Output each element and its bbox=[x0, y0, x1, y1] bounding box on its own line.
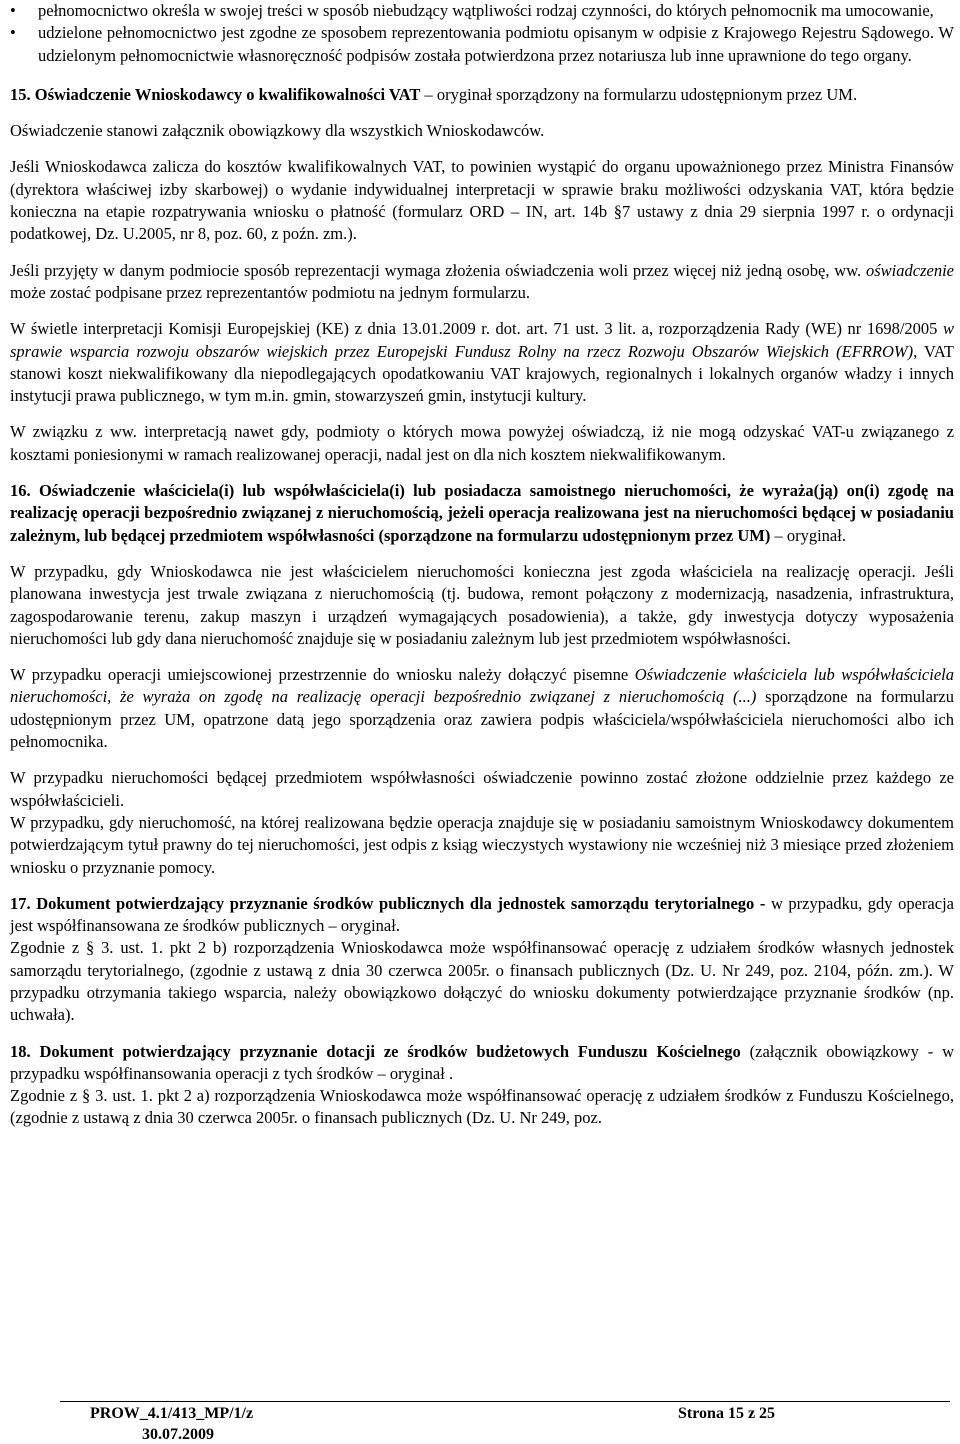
italic-run: w sprawie wsparcia rozwoju obszarów wiejskich przez Europejski Fundusz Rolny na rzecz Rozwoju Obszarów Wiejskich (EFRROW) bbox=[10, 319, 954, 361]
paragraph: Zgodnie z § 3. ust. 1. pkt 2 a) rozporządzenia Wnioskodawca może współfinansować operację z udziałem środków z Funduszu Kościelnego, (zgodnie z ustawą z dnia 30 czerwca 2005r. o finansach publicznych (Dz. U. Nr 249, poz. bbox=[10, 1086, 954, 1128]
section-title: 16. Oświadczenie właściciela(i) lub współwłaściciela(i) lub posiadacza samoistnego nieruchomości, że wyraża(ją) on(i) zgodę na realizację operacji bezpośrednio związanej z nieruchomością, jeżeli operacja realizowana jest na nieruchomości będącej w posiadaniu zależnym, lub będącej przedmiotem współwłasności (sporządzone na formularzu udostępnionym przez UM) bbox=[10, 481, 954, 545]
text-run: , VAT stanowi koszt niekwalifikowany dla niepodlegających opodatkowaniu VAT krajowych, regionalnych i lokalnych organów władzy i innych instytucji prawa publicznego, w tym m.in. gmin, stowarzyszeń gmin, instytucji kultury. bbox=[10, 341, 954, 406]
paragraph: W związku z ww. interpretacją nawet gdy, podmioty o których mowa powyżej oświadczą, iż nie mogą odzyskać VAT-u związanego z kosztami poniesionymi w ramach realizowanej operacji, nadal jest on dla nich kosztem niekwalifikowanym. bbox=[10, 422, 954, 464]
section-title: 17. Dokument potwierdzający przyznanie środków publicznych dla jednostek samorządu terytorialnego - bbox=[10, 893, 766, 913]
footer-divider bbox=[60, 1401, 950, 1402]
footer-date: 30.07.2009 bbox=[142, 1426, 214, 1443]
section-title-rest: w przypadku, gdy operacja jest współfinansowana ze środków publicznych – oryginał. bbox=[10, 893, 954, 936]
paragraph: W przypadku, gdy nieruchomość, na której realizowana będzie operacja znajduje się w posiadaniu samoistnym Wnioskodawcy dokumentem potwierdzającym tytuł prawny do tej nieruchomości, jest odpis z ksiąg wieczystych wystawiony nie wcześniej niż 3 miesiące przed złożeniem wniosku o przyznanie pomocy. bbox=[10, 812, 954, 877]
section-16 bbox=[10, 480, 954, 879]
paragraph: Jeśli Wnioskodawca zalicza do kosztów kwalifikowalnych VAT, to powinien wystąpić do organu upoważnionego przez Ministra Finansów (dyrektora właściwej izby skarbowej) o wydanie indywidualnej interpretacji w sprawie braku możliwości odzyskania VAT, która będzie konieczna na etapie rozpatrywania wniosku o płatność (formularz ORD – IN, art. 14b §7 ustawy z dnia 29 sierpnia 1997 r. o ordynacji podatkowej, Dz. U.2005, nr 8, poz. 60, z poźn. zm.). bbox=[10, 157, 954, 244]
italic-run: Oświadczenie właściciela lub współwłaściciela nieruchomości, że wyraża on zgodę na realizację operacji bezpośrednio związanej z nieruchomością (...) bbox=[10, 665, 954, 707]
section-title-rest: – oryginał sporządzony na formularzu udostępnionym przez UM. bbox=[420, 84, 858, 104]
list-item bbox=[10, 22, 954, 67]
paragraph bbox=[10, 664, 954, 753]
paragraph: Oświadczenie stanowi załącznik obowiązkowy dla wszystkich Wnioskodawców. bbox=[10, 121, 545, 141]
paragraph bbox=[10, 260, 954, 305]
list-item-text: pełnomocnictwo określa w swojej treści w sposób niebudzący wątpliwości rodzaj czynności, do których pełnomocnik ma umocowanie, bbox=[38, 1, 934, 20]
bullet-list bbox=[10, 0, 954, 67]
section-heading bbox=[10, 480, 954, 547]
text-run: sporządzone na formularzu udostępnionym przez UM, opatrzone datą jego sporządzenia oraz zawiera podpis właściciela/współwłaściciela nieruchomości albo ich pełnomocnika. bbox=[10, 687, 954, 752]
section-heading bbox=[10, 84, 954, 106]
section-17 bbox=[10, 893, 954, 1027]
section-15 bbox=[10, 84, 954, 466]
section-heading bbox=[10, 893, 954, 938]
section-title: 18. Dokument potwierdzający przyznanie dotacji ze środków budżetowych Funduszu Kościelnego bbox=[10, 1041, 741, 1061]
text-run: może zostać podpisane przez reprezentantów podmiotu na jednym formularzu. bbox=[10, 282, 531, 302]
bullet-icon: • bbox=[10, 23, 16, 43]
section-title-rest: (załącznik obowiązkowy - w przypadku współfinansowania operacji z tych środków – oryginał . bbox=[10, 1041, 954, 1083]
section-title: 15. Oświadczenie Wnioskodawcy o kwalifikowalności VAT bbox=[10, 84, 421, 104]
text-run: W przypadku operacji umiejscowionej przestrzennie do wniosku należy dołączyć pisemne bbox=[10, 665, 635, 685]
section-heading bbox=[10, 1041, 954, 1086]
section-18 bbox=[10, 1041, 954, 1130]
list-item bbox=[10, 0, 954, 22]
paragraph: W przypadku, gdy Wnioskodawca nie jest właścicielem nieruchomości konieczna jest zgoda właściciela na realizację operacji. Jeśli planowana inwestycja jest trwale związana z nieruchomością (tj. budowa, remont połączony z modernizacją, nasadzenia, infrastruktura, zagospodarowanie terenu, zakup maszyn i urządzeń wymagających posadowienia), a także, gdy inwestycja dotyczy wyposażenia nieruchomości lub gdy dana nieruchomość znajduje się w posiadaniu zależnym lub jest przedmiotem współwłasności. bbox=[10, 561, 954, 648]
list-item-text: udzielone pełnomocnictwo jest zgodne ze sposobem reprezentowania podmiotu opisanym w odpisie z Krajowego Rejestru Sądowego. W udzielonym pełnomocnictwie własnoręczność podpisów została potwierdzona przez notariusza lub inne uprawnione do tego organy. bbox=[38, 23, 954, 65]
paragraph bbox=[10, 318, 954, 407]
text-run: Jeśli przyjęty w danym podmiocie sposób reprezentacji wymaga złożenia oświadczenia woli przez więcej niż jedną osobę, ww. bbox=[10, 260, 866, 280]
paragraph: Zgodnie z § 3. ust. 1. pkt 2 b) rozporządzenia Wnioskodawca może współfinansować operację z udziałem środków własnych jednostek samorządu terytorialnego, (zgodnie z ustawą z dnia 30 czerwca 2005r. o finansach publicznych (Dz. U. Nr 249, poz. 2104, późn. zm.). W przypadku otrzymania takiego wsparcia, należy obowiązkowo dołączyć do wniosku dokumenty potwierdzające przyznanie środków (np. uchwała). bbox=[10, 938, 954, 1025]
text-run: W świetle interpretacji Komisji Europejskiej (KE) z dnia 13.01.2009 r. dot. art. 71 ust. 3 lit. a, rozporządzenia Rady (WE) nr 1698/2005 bbox=[10, 319, 943, 339]
footer-document-id: PROW_4.1/413_MP/1/z bbox=[90, 1405, 254, 1422]
bullet-icon: • bbox=[10, 1, 16, 20]
footer-page-number: Strona 15 z 25 bbox=[678, 1405, 776, 1422]
paragraph: W przypadku nieruchomości będącej przedmiotem współwłasności oświadczenie powinno zostać złożone oddzielnie przez każdego ze współwłaścicieli. bbox=[10, 768, 954, 810]
section-title-rest: – oryginał. bbox=[770, 525, 846, 545]
italic-run: oświadczenie bbox=[866, 260, 954, 280]
